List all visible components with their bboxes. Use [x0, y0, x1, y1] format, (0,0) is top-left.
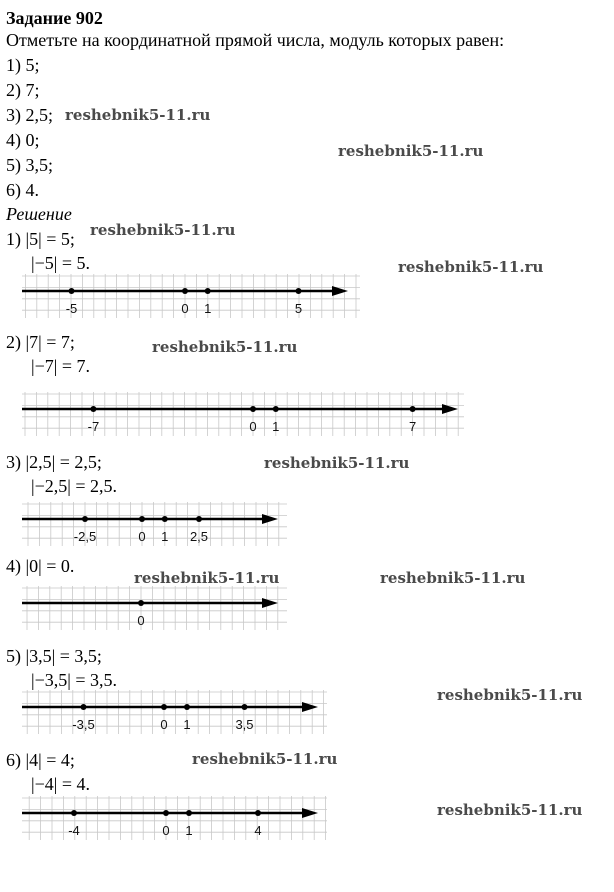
solution-1-line1: 1) |5| = 5;	[6, 229, 75, 249]
watermark: reshebnik5-11.ru	[437, 801, 583, 819]
watermark: reshebnik5-11.ru	[192, 750, 338, 768]
item-2: 2) 7;	[6, 80, 40, 100]
point-marker	[250, 406, 256, 412]
point-label: 0	[137, 613, 145, 628]
item-1: 1) 5;	[6, 55, 40, 75]
point-marker	[255, 810, 261, 816]
item-4: 4) 0;	[6, 130, 40, 150]
point-label: -3,5	[72, 717, 95, 732]
point-marker	[71, 810, 77, 816]
solution-4-line1: 4) |0| = 0.	[6, 556, 75, 576]
point-label: -5	[65, 301, 78, 316]
point-label: 1	[183, 717, 191, 732]
point-label: 0	[181, 301, 189, 316]
point-label: -7	[87, 419, 100, 434]
number-line-svg	[22, 274, 360, 318]
solution-3-line1: 3) |2,5| = 2,5;	[6, 452, 102, 472]
number-line-2	[22, 392, 464, 436]
watermark: reshebnik5-11.ru	[65, 106, 211, 124]
number-line-svg	[22, 586, 287, 630]
watermark: reshebnik5-11.ru	[338, 142, 484, 160]
solution-3-line2: |−2,5| = 2,5.	[31, 476, 118, 496]
item-3: 3) 2,5;	[6, 105, 53, 125]
point-label: 0	[162, 823, 170, 838]
point-label: 2,5	[189, 529, 209, 544]
solution-heading: Решение	[6, 204, 72, 224]
item-5: 5) 3,5;	[6, 155, 53, 175]
point-label: 0	[160, 717, 168, 732]
point-marker	[242, 704, 248, 710]
point-marker	[81, 704, 87, 710]
point-label: -4	[68, 823, 80, 838]
point-marker	[296, 288, 302, 294]
point-marker	[90, 406, 96, 412]
number-line-svg	[22, 502, 287, 546]
solution-1-line2: |−5| = 5.	[31, 253, 91, 273]
point-marker	[69, 288, 75, 294]
point-marker	[162, 516, 168, 522]
number-line-1	[22, 274, 360, 318]
watermark: reshebnik5-11.ru	[264, 454, 410, 472]
point-marker	[186, 810, 192, 816]
solution-2-line2: |−7| = 7.	[31, 356, 91, 376]
grid	[22, 502, 287, 546]
watermark: reshebnik5-11.ru	[380, 569, 526, 587]
watermark: reshebnik5-11.ru	[134, 569, 280, 587]
point-marker	[163, 810, 169, 816]
watermark: reshebnik5-11.ru	[90, 221, 236, 239]
solution-5-line2: |−3,5| = 3,5.	[31, 670, 118, 690]
number-line-6	[22, 796, 327, 840]
point-marker	[273, 406, 279, 412]
point-marker	[182, 288, 188, 294]
point-marker	[196, 516, 202, 522]
solution-5-line1: 5) |3,5| = 3,5;	[6, 646, 102, 666]
item-6: 6) 4.	[6, 180, 39, 200]
point-label: 0	[249, 419, 257, 434]
point-label: 3,5	[235, 717, 254, 732]
number-line-svg	[22, 796, 327, 840]
solution-2-line1: 2) |7| = 7;	[6, 332, 75, 352]
point-label: 0	[138, 529, 146, 544]
point-label: -2,5	[73, 529, 97, 544]
point-marker	[139, 516, 145, 522]
task-prompt: Отметьте на координатной прямой числа, модуль которых равен:	[6, 30, 505, 50]
point-label: 1	[161, 529, 169, 544]
number-line-svg	[22, 690, 327, 734]
point-label: 1	[272, 419, 280, 434]
number-line-4	[22, 586, 287, 630]
watermark: reshebnik5-11.ru	[152, 338, 298, 356]
point-label: 5	[294, 301, 303, 316]
point-marker	[161, 704, 167, 710]
point-marker	[82, 516, 88, 522]
point-marker	[184, 704, 190, 710]
task-title: Задание 902	[6, 8, 103, 28]
grid	[22, 690, 327, 734]
point-marker	[138, 600, 144, 606]
solution-6-line1: 6) |4| = 4;	[6, 750, 75, 770]
solution-6-line2: |−4| = 4.	[31, 774, 91, 794]
point-marker	[205, 288, 211, 294]
grid	[22, 586, 287, 630]
point-label: 4	[254, 823, 262, 838]
number-line-3	[22, 502, 287, 546]
point-label: 1	[204, 301, 212, 316]
number-line-5	[22, 690, 327, 734]
point-label: 1	[185, 823, 193, 838]
watermark: reshebnik5-11.ru	[437, 686, 583, 704]
point-label: 7	[408, 419, 417, 434]
number-line-svg	[22, 392, 464, 436]
point-marker	[410, 406, 416, 412]
watermark: reshebnik5-11.ru	[398, 258, 544, 276]
